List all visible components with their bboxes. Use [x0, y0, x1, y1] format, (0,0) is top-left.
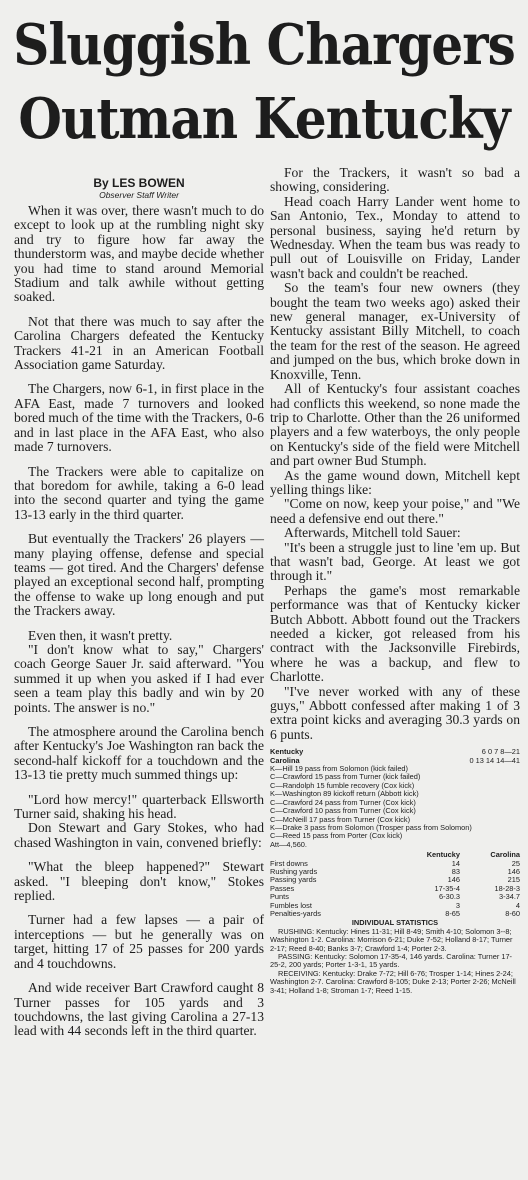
stats-row [270, 876, 520, 884]
stat-label: First downs [270, 858, 308, 868]
paragraph: The Trackers were able to capitalize on that boredom for awhile, taking a 6-0 lead into the second quarter and tying the game 13-13 early in the third quarter. [14, 463, 264, 522]
stat-carolina: 215 [507, 875, 520, 885]
paragraph: Turner had a few lapses — a pair of interceptions — but he generally was on target, hitting 17 of 25 passes for 200 yards and 4 touchdowns. [14, 912, 264, 971]
stat-carolina: 25 [511, 858, 520, 868]
stat-label: Penalties-yards [270, 908, 321, 918]
headline [6, 8, 522, 156]
scoring-play: C—Reed 15 pass from Porter (Cox kick) [270, 832, 403, 841]
stat-carolina: 3-34.7 [499, 892, 520, 902]
paragraph: "I don't know what to say," Chargers' coach George Sauer Jr. said afterward. "You summed it up when you asked if I had ever seen a team play this badly and win by 20 points. The answer is no." [14, 641, 264, 715]
stat-label: Punts [270, 892, 289, 902]
stats-header-cell: Carolina [490, 850, 520, 860]
scoring-play: K—Drake 3 pass from Solomon (Trosper pass from Solomon) [270, 822, 472, 832]
scoring-play: C—Crawford 24 pass from Turner (Cox kick) [270, 798, 416, 807]
paragraph: "Come on now, keep your poise," and "We need a defensive end out there." [270, 496, 520, 526]
stat-label: Passes [270, 883, 295, 893]
scoring-play: C—McNeill 17 pass from Turner (Cox kick) [270, 815, 411, 824]
individual-stats-rushing: RUSHING: Kentucky: Hines 11-31; Hill 8-49; Smith 4-10; Solomon 3--8; Washington 1-2. Carolina: Morrison 6-21; Duke 7-52; Holland 8-17; Turner 2-17; Reed 8-40; Banks 3-7; Crawford 1-4; Porter 2-3. [270, 926, 513, 953]
stat-kentucky: 8-65 [445, 908, 460, 918]
scoring-play: C—Crawford 10 pass from Turner (Cox kick) [270, 807, 416, 816]
scoring-play: K—Washington 89 kickoff return (Abbott kick) [270, 790, 419, 799]
stat-kentucky: 83 [451, 866, 460, 876]
stat-kentucky: 146 [447, 875, 460, 885]
individual-stats-receiving: RECEIVING: Kentucky: Drake 7-72; Hill 6-76; Trosper 1-14; Hines 2-24; Washington 2-7. Carolina: Crawford 8-105; Duke 2-13; Porter 2-26; McNeill 3-41; Holland 1-8; Stroman 1-7; Reed 1-15. [270, 968, 516, 995]
scoring-play: K—Hill 19 pass from Solomon (kick failed) [270, 765, 409, 774]
stat-carolina: 18-28-3 [494, 883, 520, 893]
paragraph: "Lord how mercy!" quarterback Ellsworth Turner said, shaking his head. [14, 791, 264, 822]
paragraph: Perhaps the game's most remarkable performance was that of Kentucky kicker Butch Abbott. Abbott found out the Trackers needed a kicker, got released from his contract with the Jacksonville Firebirds, where he was a backup, and flew to Charlotte. [270, 582, 520, 685]
right-column [270, 166, 520, 995]
stats-row [270, 910, 520, 918]
paragraph: But eventually the Trackers' 26 players — many playing offense, defense and special teams — got tired. And the Chargers' defense played an exceptional second half, prompting the offense to wake up long enough and put the Trackers away. [14, 531, 264, 619]
paragraph: "What the bleep happened?" Stewart asked. "I bleeping don't know," Stokes replied. [14, 859, 264, 904]
paragraph: As the game wound down, Mitchell kept yelling things like: [270, 467, 520, 497]
left-column [14, 176, 264, 1049]
score-quarters: 0 13 14 14—41 [469, 755, 520, 765]
paragraph: When it was over, there wasn't much to do except to look up at the rumbling night sky and try to figure how far away the thunderstorm was, and maybe decide whether you had time to stand around Memorial Stadium and talk awhile without getting soaked. [14, 203, 264, 305]
paragraph: For the Trackers, it wasn't so bad a showing, considering. [270, 165, 520, 195]
stats-row [270, 885, 520, 893]
individual-stats-passing: PASSING: Kentucky: Solomon 17-35-4, 146 yards. Carolina: Turner 17-25-2, 200 yards; Porter 1-3-1, 15 yards. [270, 952, 513, 970]
stat-kentucky: 6-30.3 [439, 892, 460, 902]
stats-header-cell: Kentucky [426, 850, 460, 860]
paragraph: Afterwards, Mitchell told Sauer: [284, 525, 461, 541]
paragraph: The Chargers, now 6-1, in first place in the AFA East, made 7 turnovers and looked bored much of the time with the Trackers, 0-6 and in last place in the AFA East, who also made 7 turnovers. [14, 381, 264, 455]
stat-label: Passing yards [270, 875, 317, 885]
score-quarters: 6 0 7 8—21 [481, 747, 520, 757]
scoring-play: C—Randolph 15 fumble recovery (Cox kick) [270, 781, 415, 790]
individual-stats-title: INDIVIDUAL STATISTICS [351, 918, 439, 928]
byline: By LES BOWEN [93, 176, 185, 190]
score-row [270, 757, 520, 765]
stat-kentucky: 17-35-4 [434, 883, 460, 893]
stat-label: Fumbles lost [270, 900, 312, 910]
headline-line-2: Outman Kentucky [18, 85, 510, 152]
paragraph: "I've never worked with any of these guys," Abbott confessed after making 1 of 3 extra point kicks and averaging 30.3 yards on 6 punts. [270, 683, 520, 742]
stat-carolina: 4 [515, 900, 520, 910]
paragraph: Even then, it wasn't pretty. [28, 627, 173, 643]
stat-label: Rushing yards [270, 866, 318, 876]
paragraph: Not that there was much to say after the Carolina Chargers defeated the Kentucky Trackers 41-21 in an American Football Association game Saturday. [14, 313, 264, 373]
paragraph: So the team's four new owners (they bought the team two weeks ago) asked their new general manager, ex-University of Kentucky assistant Billy Mitchell, to coach the team for the rest of the season. He agreed and jumped on the bus, which broke down in Knoxville, Tenn. [270, 280, 520, 382]
box-score [270, 748, 520, 995]
paragraph: And wide receiver Bart Crawford caught 8 Turner passes for 105 yards and 3 touchdowns, the last giving Carolina a 27-13 lead with 44 seconds left in the third quarter. [14, 980, 264, 1039]
paragraph: Don Stewart and Gary Stokes, who had chased Washington in vain, convened briefly: [14, 820, 264, 850]
paragraph: "It's been a struggle just to line 'em up. But that wasn't bad, George. At least we got through it." [270, 539, 520, 584]
paragraph: Head coach Harry Lander went home to San Antonio, Tex., Monday to attend to personal business, saying he'd return by Wednesday. When the team bus was ready to pull out of Louisville on Friday, Lander wasn't back and couldn't be reached. [270, 193, 520, 281]
stat-carolina: 8-60 [505, 908, 520, 918]
stat-kentucky: 3 [455, 900, 460, 910]
score-team: Carolina [270, 755, 300, 765]
stat-carolina: 146 [507, 866, 520, 876]
byline-credit: Observer Staff Writer [99, 190, 179, 200]
stat-kentucky: 14 [451, 858, 460, 868]
attendance: Att—4,560. [270, 840, 307, 849]
headline-line-1: Sluggish Chargers [13, 11, 515, 78]
score-team: Kentucky [270, 747, 304, 757]
paragraph: All of Kentucky's four assistant coaches had conflicts this weekend, so none made the trip to Charlotte. Other than the 26 uniformed players and a few waterboys, the only people on Kentucky's side of the field were Mitchell and part owner Bud Stumph. [270, 381, 520, 469]
scoring-play: C—Crawford 15 pass from Turner (kick failed) [270, 773, 421, 782]
paragraph: The atmosphere around the Carolina bench after Kentucky's Joe Washington ran back the second-half kickoff for a touchdown and the 13-13 tie pretty much summed things up: [14, 724, 264, 783]
